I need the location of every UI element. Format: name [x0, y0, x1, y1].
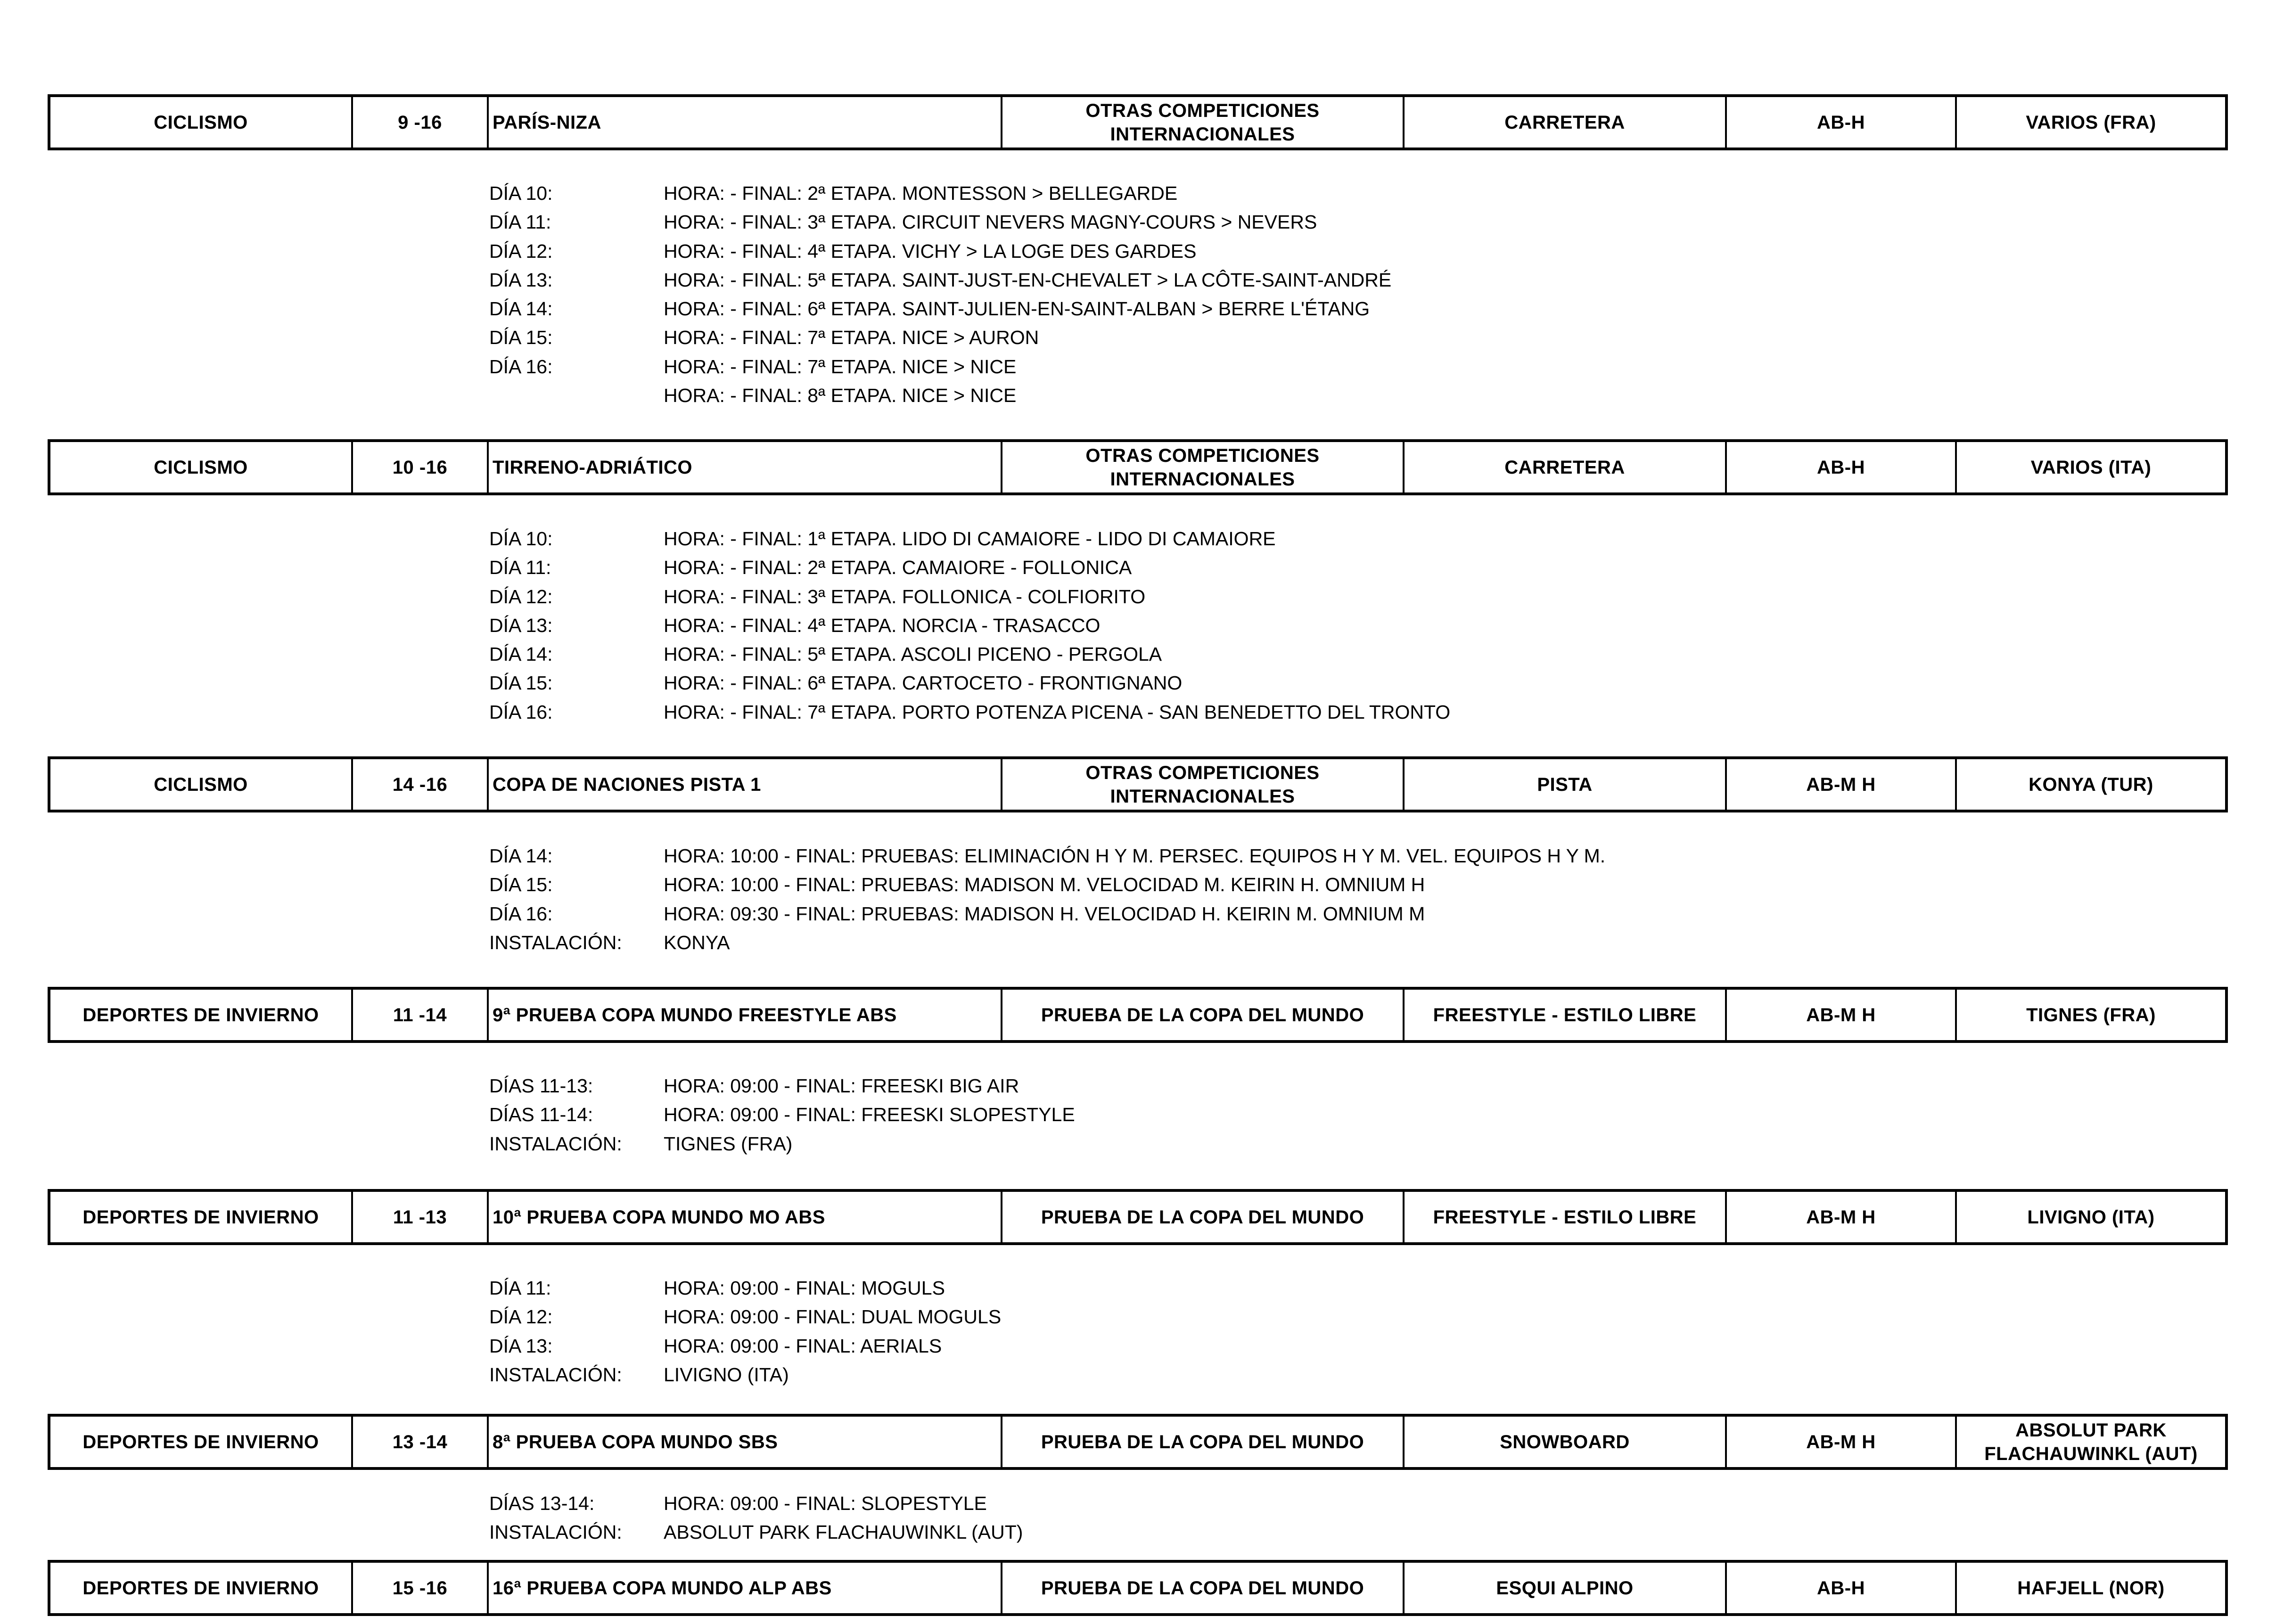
sport-cell: CICLISMO: [50, 759, 353, 810]
detail-text: HORA: - FINAL: 4ª ETAPA. NORCIA - TRASACCO: [664, 614, 1101, 636]
detail-label: INSTALACIÓN:: [489, 1132, 622, 1155]
sport-cell: DEPORTES DE INVIERNO: [50, 1563, 353, 1613]
discipline-cell: FREESTYLE - ESTILO LIBRE: [1405, 990, 1727, 1040]
detail-line: [489, 870, 1605, 899]
event-header-row: [48, 987, 2228, 1043]
sport-cell: CICLISMO: [50, 97, 353, 148]
detail-line: [489, 928, 1605, 957]
gender-cell: AB-M H: [1727, 990, 1957, 1040]
location-cell: LIVIGNO (ITA): [2027, 1206, 2155, 1228]
event-details: [489, 1489, 1023, 1547]
category-cell: OTRAS COMPETICIONES INTERNACIONALES: [1002, 97, 1405, 148]
detail-line: [489, 381, 1391, 410]
detail-label: [489, 381, 664, 410]
detail-line: [489, 553, 1450, 582]
detail-text: HORA: 09:00 - FINAL: DUAL MOGULS: [664, 1306, 1002, 1328]
detail-line: [489, 582, 1450, 611]
detail-line: [489, 1100, 1075, 1129]
gender-cell: AB-M H: [1727, 759, 1957, 810]
detail-label: DÍA 16:: [489, 902, 553, 925]
location-cell: KONYA (TUR): [2029, 774, 2153, 795]
event-header-row: [48, 1560, 2228, 1616]
event-name-cell: COPA DE NACIONES PISTA 1: [489, 759, 1002, 810]
location-cell: TIGNES (FRA): [2026, 1004, 2156, 1025]
detail-label: DÍA 15:: [489, 672, 553, 694]
category-cell: PRUEBA DE LA COPA DEL MUNDO: [1002, 1563, 1405, 1613]
gender-cell: AB-M H: [1727, 1192, 1957, 1242]
detail-text: HORA: 10:00 - FINAL: PRUEBAS: MADISON M. VELOCIDAD M. KEIRIN H. OMNIUM H: [664, 874, 1425, 896]
dates-cell: 11 -13: [353, 1192, 489, 1242]
detail-text: HORA: 09:00 - FINAL: FREESKI SLOPESTYLE: [664, 1104, 1075, 1126]
detail-label: DÍA 12:: [489, 585, 553, 607]
detail-line: [489, 842, 1605, 870]
detail-label: INSTALACIÓN:: [489, 1363, 622, 1386]
detail-label: DÍA 13:: [489, 269, 553, 291]
detail-text: HORA: - FINAL: 6ª ETAPA. SAINT-JULIEN-EN-SAINT-ALBAN > BERRE L'ÉTANG: [664, 298, 1370, 320]
detail-text: HORA: - FINAL: 6ª ETAPA. CARTOCETO - FRONTIGNANO: [664, 672, 1183, 694]
detail-text: HORA: - FINAL: 7ª ETAPA. PORTO POTENZA PICENA - SAN BENEDETTO DEL TRONTO: [664, 701, 1451, 723]
gender-cell: AB-M H: [1727, 1417, 1957, 1467]
detail-line: [489, 323, 1391, 352]
detail-label: DÍAS 11-14:: [489, 1104, 593, 1126]
detail-label: DÍA 15:: [489, 327, 553, 349]
category-cell: OTRAS COMPETICIONES INTERNACIONALES: [1002, 442, 1405, 492]
event-details: [489, 1274, 1001, 1389]
event-header-row: [48, 1414, 2228, 1470]
dates-cell: 11 -14: [353, 990, 489, 1040]
detail-label: DÍA 16:: [489, 355, 553, 377]
detail-label: DÍA 11:: [489, 1277, 551, 1299]
detail-label: DÍA 16:: [489, 701, 553, 723]
location-cell: VARIOS (ITA): [2030, 457, 2152, 478]
location-cell: HAFJELL (NOR): [2017, 1577, 2165, 1599]
sport-cell: DEPORTES DE INVIERNO: [50, 990, 353, 1040]
detail-text: HORA: 09:00 - FINAL: MOGULS: [664, 1277, 945, 1299]
detail-label: DÍA 10:: [489, 528, 553, 550]
dates-cell: 13 -14: [353, 1417, 489, 1467]
detail-text: HORA: 09:00 - FINAL: FREESKI BIG AIR: [664, 1075, 1019, 1097]
event-details: [489, 179, 1391, 410]
detail-line: [489, 900, 1605, 928]
detail-label: INSTALACIÓN:: [489, 931, 622, 953]
detail-line: [489, 640, 1450, 669]
detail-text: HORA: - FINAL: 2ª ETAPA. MONTESSON > BELLEGARDE: [664, 182, 1178, 204]
detail-text: LIVIGNO (ITA): [664, 1363, 789, 1386]
detail-label: DÍAS 11-13:: [489, 1075, 593, 1097]
event-header-row: [48, 1189, 2228, 1245]
sport-cell: DEPORTES DE INVIERNO: [50, 1192, 353, 1242]
detail-label: DÍA 11:: [489, 557, 551, 579]
detail-label: DÍAS 13-14:: [489, 1493, 595, 1514]
gender-cell: AB-H: [1727, 1563, 1957, 1613]
detail-line: [489, 1518, 1023, 1547]
detail-line: [489, 1274, 1001, 1303]
detail-label: DÍA 14:: [489, 845, 553, 867]
detail-line: [489, 669, 1450, 697]
event-header-row: [48, 94, 2228, 150]
detail-text: HORA: - FINAL: 7ª ETAPA. NICE > NICE: [664, 355, 1017, 377]
event-header-row: [48, 439, 2228, 495]
detail-label: INSTALACIÓN:: [489, 1521, 622, 1543]
detail-text: HORA: - FINAL: 5ª ETAPA. SAINT-JUST-EN-CHEVALET > LA CÔTE-SAINT-ANDRÉ: [664, 269, 1392, 291]
detail-line: [489, 698, 1450, 727]
detail-text: TIGNES (FRA): [664, 1132, 793, 1155]
detail-label: DÍA 14:: [489, 643, 553, 665]
discipline-cell: FREESTYLE - ESTILO LIBRE: [1405, 1192, 1727, 1242]
event-details: [489, 842, 1605, 957]
detail-text: HORA: 09:00 - FINAL: AERIALS: [664, 1335, 942, 1357]
detail-text: HORA: - FINAL: 3ª ETAPA. FOLLONICA - COLFIORITO: [664, 585, 1146, 607]
detail-line: [489, 1130, 1075, 1158]
discipline-cell: PISTA: [1405, 759, 1727, 810]
sport-cell: CICLISMO: [50, 442, 353, 492]
location-cell: ABSOLUT PARK FLACHAUWINKL (AUT): [1984, 1419, 2198, 1464]
detail-line: [489, 237, 1391, 266]
detail-line: [489, 611, 1450, 640]
detail-label: DÍA 10:: [489, 182, 553, 204]
discipline-cell: CARRETERA: [1405, 442, 1727, 492]
category-cell: PRUEBA DE LA COPA DEL MUNDO: [1002, 1192, 1405, 1242]
event-header-row: [48, 756, 2228, 812]
detail-text: HORA: - FINAL: 1ª ETAPA. LIDO DI CAMAIORE - LIDO DI CAMAIORE: [664, 528, 1276, 550]
detail-label: DÍA 12:: [489, 1306, 553, 1328]
detail-line: [489, 1072, 1075, 1100]
event-name-cell: 10ª PRUEBA COPA MUNDO MO ABS: [489, 1192, 1002, 1242]
detail-label: DÍA 14:: [489, 298, 553, 320]
detail-label: DÍA 11:: [489, 211, 551, 233]
detail-line: [489, 208, 1391, 237]
detail-line: [489, 1332, 1001, 1361]
detail-line: [489, 353, 1391, 381]
dates-cell: 14 -16: [353, 759, 489, 810]
event-details: [489, 1072, 1075, 1158]
discipline-cell: ESQUI ALPINO: [1405, 1563, 1727, 1613]
detail-line: [489, 295, 1391, 323]
detail-text: ABSOLUT PARK FLACHAUWINKL (AUT): [664, 1521, 1023, 1543]
sport-cell: DEPORTES DE INVIERNO: [50, 1417, 353, 1467]
detail-text: KONYA: [664, 931, 730, 953]
detail-label: DÍA 13:: [489, 614, 553, 636]
gender-cell: AB-H: [1727, 442, 1957, 492]
detail-text: HORA: 09:30 - FINAL: PRUEBAS: MADISON H. VELOCIDAD H. KEIRIN M. OMNIUM M: [664, 902, 1425, 925]
detail-line: [489, 1303, 1001, 1331]
category-cell: PRUEBA DE LA COPA DEL MUNDO: [1002, 1417, 1405, 1467]
event-name-cell: 9ª PRUEBA COPA MUNDO FREESTYLE ABS: [489, 990, 1002, 1040]
detail-text: HORA: - FINAL: 5ª ETAPA. ASCOLI PICENO - PERGOLA: [664, 643, 1162, 665]
detail-text: HORA: - FINAL: 2ª ETAPA. CAMAIORE - FOLLONICA: [664, 557, 1132, 579]
dates-cell: 15 -16: [353, 1563, 489, 1613]
detail-text: HORA: 10:00 - FINAL: PRUEBAS: ELIMINACIÓN H Y M. PERSEC. EQUIPOS H Y M. VEL. EQUIPOS H Y M.: [664, 845, 1606, 867]
discipline-cell: SNOWBOARD: [1405, 1417, 1727, 1467]
gender-cell: AB-H: [1727, 97, 1957, 148]
dates-cell: 9 -16: [353, 97, 489, 148]
detail-text: HORA: - FINAL: 3ª ETAPA. CIRCUIT NEVERS MAGNY-COURS > NEVERS: [664, 211, 1317, 233]
event-name-cell: PARÍS-NIZA: [489, 97, 1002, 148]
category-cell: OTRAS COMPETICIONES INTERNACIONALES: [1002, 759, 1405, 810]
detail-label: DÍA 13:: [489, 1335, 553, 1357]
detail-line: [489, 1489, 1023, 1518]
detail-label: DÍA 12:: [489, 240, 553, 262]
dates-cell: 10 -16: [353, 442, 489, 492]
detail-line: [489, 1361, 1001, 1389]
detail-text: HORA: - FINAL: 7ª ETAPA. NICE > AURON: [664, 327, 1039, 349]
detail-line: [489, 266, 1391, 295]
event-name-cell: 16ª PRUEBA COPA MUNDO ALP ABS: [489, 1563, 1002, 1613]
detail-label: DÍA 15:: [489, 874, 553, 896]
discipline-cell: CARRETERA: [1405, 97, 1727, 148]
detail-text: HORA: 09:00 - FINAL: SLOPESTYLE: [664, 1493, 987, 1514]
detail-text: HORA: - FINAL: 8ª ETAPA. NICE > NICE: [664, 385, 1017, 407]
detail-line: [489, 525, 1450, 553]
event-name-cell: 8ª PRUEBA COPA MUNDO SBS: [489, 1417, 1002, 1467]
event-name-cell: TIRRENO-ADRIÁTICO: [489, 442, 1002, 492]
event-details: [489, 525, 1450, 727]
category-cell: PRUEBA DE LA COPA DEL MUNDO: [1002, 990, 1405, 1040]
location-cell: VARIOS (FRA): [2026, 112, 2156, 133]
detail-line: [489, 179, 1391, 208]
detail-text: HORA: - FINAL: 4ª ETAPA. VICHY > LA LOGE DES GARDES: [664, 240, 1197, 262]
